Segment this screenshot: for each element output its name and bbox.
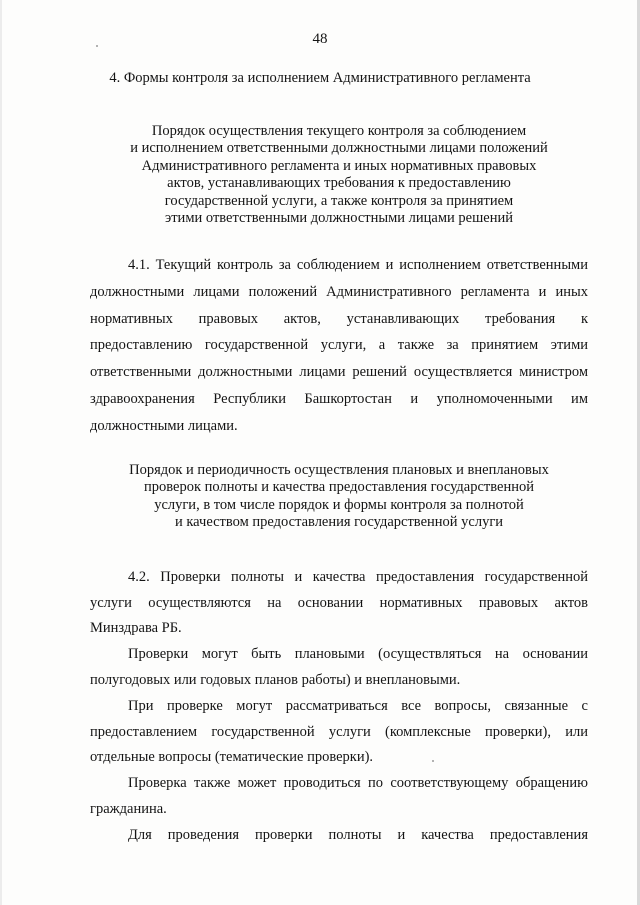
paragraph-4-2 [90,565,588,642]
scan-speck [432,760,434,762]
section-title: 4. Формы контроля за исполнением Административного регламента [109,70,531,86]
page-edge-left [0,0,2,905]
subheading-line: Порядок осуществления текущего контроля за соблюдением [151,123,527,139]
subheading-periodic-checks [90,462,588,532]
paragraph-line: Минздрава РБ. [90,620,182,637]
subheading-line: и качеством предоставления государственной услуги [174,514,504,531]
paragraph-line: 4.1. Текущий контроль за соблюдением и исполнением ответственными [128,257,588,273]
paragraph-line: гражданина. [90,800,167,817]
paragraph-check-conduct [90,823,588,849]
paragraph-line: отдельные вопросы (тематические проверки). [90,749,374,766]
paragraph-appeal-check [90,771,588,822]
paragraph-planned-checks [90,642,588,693]
paragraph-line: 4.2. Проверки полноты и качества предоставления государственной [128,569,588,585]
paragraph-line: услуги осуществляются на основании нормативных правовых актов [90,594,588,611]
paragraph-line: предоставлению государственной услуги, а также за принятием этими [90,337,588,354]
paragraph-line: здравоохранения Республики Башкортостан и уполномоченными им [90,390,588,407]
subheading-line: государственной услуги, а также контроля за принятием [164,192,514,209]
paragraph-4-1 [90,252,588,440]
subheading-line: и исполнением ответственными должностными лицами положений [130,140,548,157]
paragraph-line: полугодовых или годовых планов работы) и внеплановыми. [90,671,461,688]
subheading-line: проверок полноты и качества предоставления государственной [144,479,534,496]
paragraph-line: При проверке могут рассматриваться все вопросы, связанные с [128,698,588,714]
subheading-line: услуги, в том числе порядок и формы контроля за полнотой [154,496,524,513]
paragraph-line: должностными лицами. [90,417,238,434]
paragraph-check-questions [90,694,588,771]
paragraph-line: Для проведения проверки полноты и качества предоставления [128,827,588,843]
paragraph-line: Проверка также может проводиться по соответствующему обращению [128,775,588,791]
subheading-line: Порядок и периодичность осуществления плановых и внеплановых [129,462,549,478]
subheading-line: этими ответственными должностными лицами решений [165,210,513,227]
page-number: 48 [312,31,328,47]
paragraph-line: ответственными должностными лицами решений осуществляется министром [90,364,588,381]
paragraph-line: нормативных правовых актов, устанавливающих требования к [90,310,588,327]
paragraph-line: должностными лицами положений Административного регламента и иных [90,283,588,300]
subheading-line: Административного регламента и иных нормативных правовых [141,157,537,174]
paragraph-line: предоставлением государственной услуги (комплексные проверки), или [90,723,588,740]
subheading-line: актов, устанавливающих требования к предоставлению [167,175,511,192]
scan-speck [96,45,98,47]
subheading-current-control [90,123,588,227]
paragraph-line: Проверки могут быть плановыми (осуществляться на основании [128,646,588,662]
